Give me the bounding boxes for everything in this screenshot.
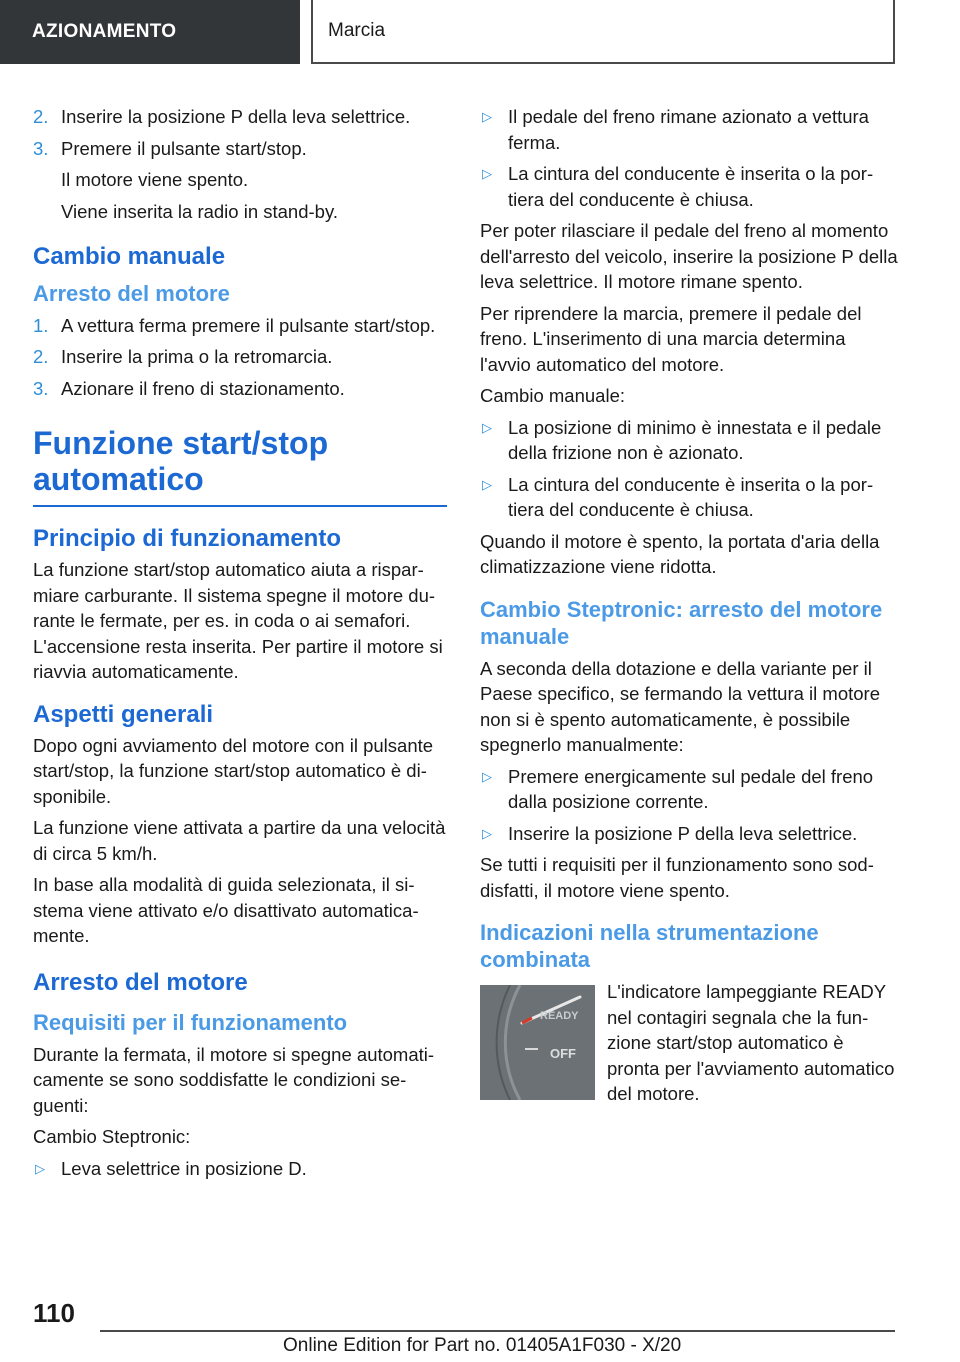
list-item <box>480 764 898 815</box>
paragraph: Dopo ogni avviamento del motore con il pulsante start/stop, la funzione start/stop automatico è disponibile. <box>33 734 434 807</box>
heading-arresto-motore: Arresto del motore <box>33 280 230 306</box>
list-item <box>480 104 898 155</box>
triangle-right-icon: ▷ <box>482 166 492 181</box>
bullet-list <box>33 1156 447 1182</box>
chapter-title: Marcia <box>311 0 895 64</box>
list-item <box>480 821 898 847</box>
bullet-text: La posizione di minimo è innestata e il pedale della frizione non è azionato. <box>508 416 882 463</box>
steps-manual-list <box>33 313 447 402</box>
heading-indicazioni: Indicazioni nella strumentazione combinata <box>480 920 819 972</box>
step-number: 1. <box>33 314 49 336</box>
step-number: 2. <box>33 106 49 127</box>
section-tab: AZIONAMENTO <box>0 0 300 64</box>
bullet-list <box>480 764 898 847</box>
rev-counter-image <box>480 985 595 1100</box>
triangle-right-icon: ▷ <box>482 419 492 435</box>
paragraph: Durante la fermata, il motore si spegne automaticamente se sono soddisfatte le condizioni seguenti: <box>33 1043 435 1116</box>
list-item <box>33 136 447 162</box>
ready-label: READY <box>540 1010 579 1022</box>
paragraph: Per riprendere la marcia, premere il pedale del freno. L'inserimento di una marcia determina l'avvio automatico del motore. <box>480 302 862 375</box>
list-item <box>480 472 898 523</box>
step-number: 2. <box>33 346 49 367</box>
triangle-right-icon: ▷ <box>35 1160 45 1176</box>
paragraph: Quando il motore è spento, la portata d'aria della climatizzazione viene ridotta. <box>480 530 880 577</box>
bullet-text: Leva selettrice in posizione D. <box>61 1157 307 1179</box>
paragraph: Cambio manuale: <box>480 385 625 406</box>
heading-steptronic-manuale: Cambio Steptronic: arresto del motore manuale <box>480 596 883 649</box>
step-number: 3. <box>33 137 49 159</box>
triangle-right-icon: ▷ <box>482 768 492 784</box>
triangle-right-icon: ▷ <box>482 109 492 124</box>
footer-edition: Online Edition for Part no. 01405A1F030 - X/20 <box>283 1335 682 1356</box>
list-item <box>33 104 447 130</box>
steps-top-list <box>33 104 447 161</box>
bullet-text: La cintura del conducente è inserita o la portiera del conducente è chiusa. <box>508 163 874 210</box>
heading-funzione-start-stop <box>33 425 447 507</box>
bullet-list <box>480 104 898 212</box>
paragraph: Cambio Steptronic: <box>33 1126 191 1147</box>
gauge-illustration <box>480 985 595 1100</box>
footer-divider <box>100 1330 895 1332</box>
paragraph: La funzione start/stop automatico aiuta a risparmiare carburante. Il sistema spegne il motore durante le fermate, per es. in coda o ai semafori. L'accensione resta inserita. Per partire il motore si riavvia automaticamente. <box>33 559 443 682</box>
list-item <box>33 1156 447 1182</box>
heading-cambio-manuale: Cambio manuale <box>33 243 226 270</box>
paragraph: La funzione viene attivata a partire da una velocità di circa 5 km/h. <box>33 817 446 864</box>
paragraph: Se tutti i requisiti per il funzionamento sono soddisfatti, il motore viene spento. <box>480 854 874 901</box>
bullet-text: Inserire la posizione P della leva selettrice. <box>508 822 858 844</box>
list-item <box>33 344 447 370</box>
step-text: Premere il pulsante start/stop. <box>61 137 307 159</box>
heading-requisiti: Requisiti per il funzionamento <box>33 1009 348 1035</box>
heading-principio: Principio di funzionamento <box>33 525 341 552</box>
indicator-block <box>480 979 898 1107</box>
indicator-description: L'indicatore lampeggiante READY nel contagiri segnala che la funzione start/stop automatico è pronta per l'avviamento automatico del motore. <box>607 981 895 1104</box>
page-number: 110 <box>33 1298 75 1328</box>
triangle-right-icon: ▷ <box>482 825 492 841</box>
heading-aspetti: Aspetti generali <box>33 700 214 728</box>
triangle-right-icon: ▷ <box>482 476 492 492</box>
heading-line: automatico <box>33 461 204 497</box>
step-note: Il motore viene spento. <box>61 169 249 190</box>
step-note: Viene inserita la radio in stand-by. <box>61 200 338 222</box>
list-item <box>33 313 447 339</box>
right-column <box>480 104 898 1107</box>
step-number: 3. <box>33 377 49 399</box>
list-item <box>33 376 447 402</box>
heading-line: Funzione start/stop <box>33 425 329 461</box>
step-text: A vettura ferma premere il pulsante start/stop. <box>61 314 436 336</box>
paragraph: A seconda della dotazione e della variante per il Paese specifico, se fermando la vettura il motore non si è spento automaticamente, è possibile spegnerlo manualmente: <box>480 657 880 755</box>
step-text: Inserire la prima o la retromarcia. <box>61 346 333 367</box>
left-column <box>33 104 447 1187</box>
bullet-text: Il pedale del freno rimane azionato a vettura ferma. <box>508 106 869 153</box>
paragraph: In base alla modalità di guida selezionata, il sistema viene attivato e/o disattivato automaticamente. <box>33 874 419 946</box>
step-text: Azionare il freno di stazionamento. <box>61 377 345 399</box>
bullet-text: La cintura del conducente è inserita o la portiera del conducente è chiusa. <box>508 473 874 520</box>
list-item <box>480 415 898 466</box>
bullet-text: Premere energicamente sul pedale del freno dalla posizione corrente. <box>508 765 874 812</box>
bullet-list <box>480 415 898 523</box>
off-label: OFF <box>550 1046 576 1061</box>
step-text: Inserire la posizione P della leva selettrice. <box>61 106 411 127</box>
paragraph: Per poter rilasciare il pedale del freno al momento dell'arresto del veicolo, inserire la posizione P della leva selettrice. Il motore rimane spento. <box>480 220 898 292</box>
list-item <box>480 161 898 212</box>
heading-arresto-motore-2: Arresto del motore <box>33 968 248 996</box>
